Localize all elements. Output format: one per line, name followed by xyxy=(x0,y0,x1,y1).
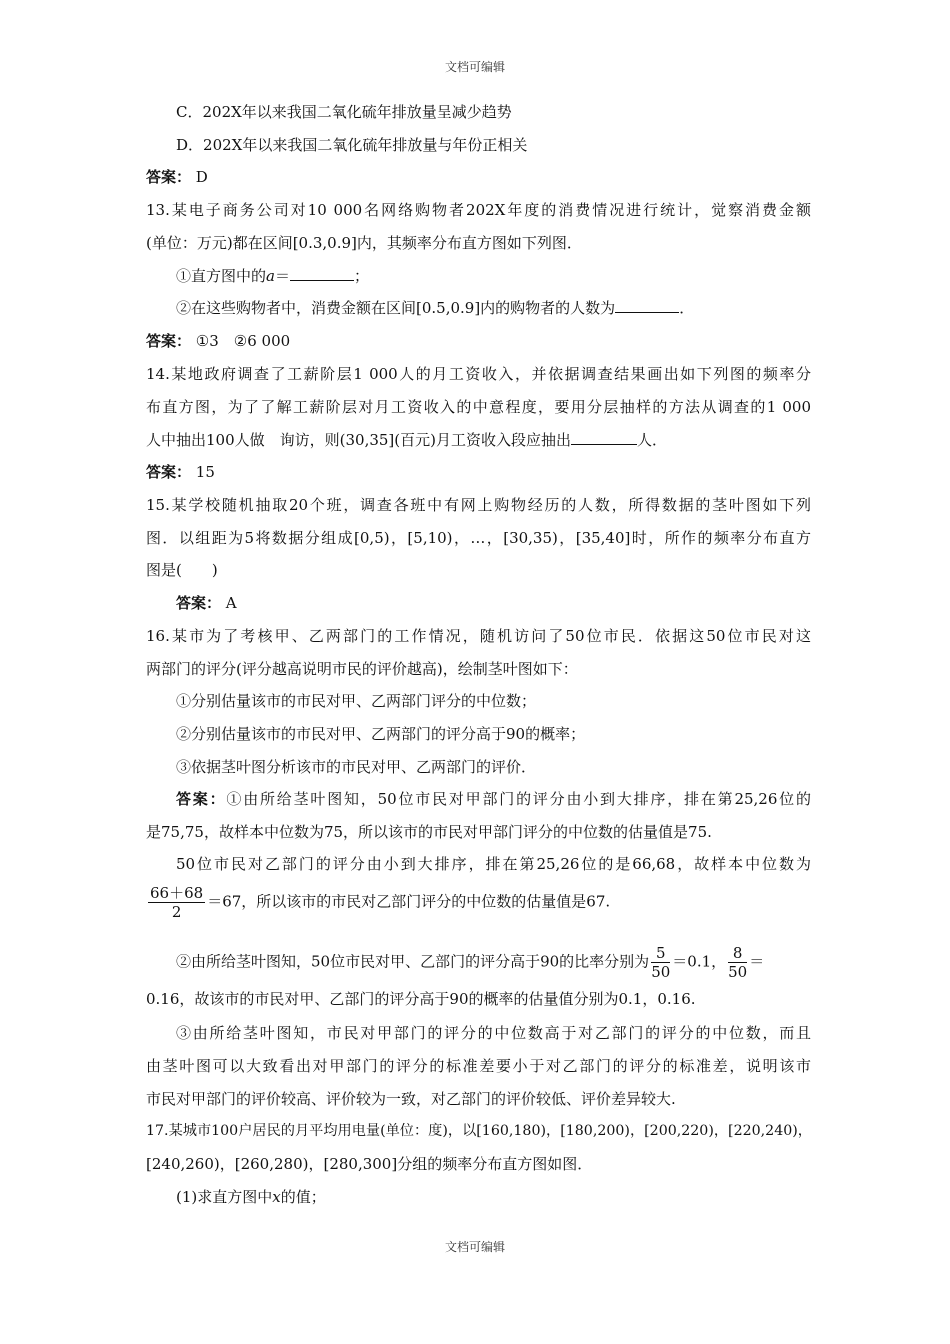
fill-blank xyxy=(615,298,679,313)
fraction-median xyxy=(148,884,205,921)
answer-value: D xyxy=(195,168,208,186)
q13-variable-a: a xyxy=(266,267,275,285)
q16-sub1: ①分别估量该市的市民对甲、乙两部门评分的中位数； xyxy=(176,692,537,710)
answer-label: 答案： xyxy=(146,332,192,350)
q16-answer3-line2: 由茎叶图可以大致看出对甲部门的评分的标准差要小于对乙部门的评分的标准差，说明该市 xyxy=(146,1057,811,1075)
q15-stem-line2: 图．以组距为5将数据分组成[0,5)，[5,10)，…，[30,35)，[35,40]时，所作的频率分布直方 xyxy=(146,529,811,547)
page-footer: 文档可编辑 xyxy=(444,1240,505,1254)
q16-answer3-line3: 市民对甲部门的评价较高、评价较为一致，对乙部门的评价较低、评价差异较大. xyxy=(146,1090,676,1108)
answer-label: 答案： xyxy=(176,790,227,808)
q16-answer2-mid: ＝0.1， xyxy=(672,952,727,971)
q16-answer2-text: ②由所给茎叶图知，50位市民对甲、乙部门的评分高于90的比率分别为 xyxy=(176,952,650,971)
q13-sub2 xyxy=(176,297,811,319)
q17-stem-line2: [240,260)，[260,280)，[280,300]分组的频率分布直方图如图． xyxy=(146,1155,593,1173)
q16-answer1-text: ①由所给茎叶图知，50位市民对甲部门的评分由小到大排序，排在第25,26位的 xyxy=(226,790,811,808)
q17-stem-line1: 17.某城市100户居民的月平均用电量(单位：度)，以[160,180)，[180,200)，[200,220)，[220,240)， xyxy=(146,1123,812,1139)
q16-sub2: ②分别估量该市的市民对甲、乙两部门的评分高于90的概率； xyxy=(176,725,586,743)
answer-label: 答案： xyxy=(146,463,192,481)
q14-line3-text: 人中抽出100人做 询访，则(30,35](百元)月工资收入段应抽出 xyxy=(146,431,571,449)
q16-answer2-line1 xyxy=(176,944,811,981)
q16-answer-line4 xyxy=(146,884,811,921)
q16-answer2-end: ＝ xyxy=(749,952,765,971)
fill-blank xyxy=(571,430,637,445)
answer-value: ①3 ②6 000 xyxy=(195,332,291,350)
q17-sub1-end: 的值； xyxy=(280,1188,326,1206)
q16-stem-line1: 16.某市为了考核甲、乙两部门的工作情况，随机访问了50位市民．依据这50位市民对这 xyxy=(146,627,811,645)
fraction-numerator: 5 xyxy=(651,944,670,963)
fraction-numerator: 8 xyxy=(728,944,747,963)
q13-sub1-end: ； xyxy=(353,267,369,285)
q16-answer-line3: 50位市民对乙部门的评分由小到大排序，排在第25,26位的是66,68，故样本中位数为 xyxy=(176,855,811,873)
fraction-b xyxy=(728,944,747,981)
q16-sub3: ③依据茎叶图分析该市的市民对甲、乙两部门的评价． xyxy=(176,758,537,776)
q16-stem-line2: 两部门的评分(评分越高说明市民的评价越高)，绘制茎叶图如下： xyxy=(146,660,578,678)
q14-stem-line2: 布直方图，为了了解工薪阶层对月工资收入的中意程度，要用分层抽样的方法从调查的1 000 xyxy=(146,398,811,416)
answer-value: A xyxy=(225,594,237,612)
fraction-numerator: 66＋68 xyxy=(150,884,204,902)
q13-answer xyxy=(146,330,811,352)
q17-sub1 xyxy=(176,1186,811,1208)
q16-answer1-conclusion: ＝67，所以该市的市民对乙部门评分的中位数的估量值是67. xyxy=(207,892,611,911)
q16-answer-line2: 是75,75，故样本中位数为75，所以该市的市民对甲部门评分的中位数的估量值是75. xyxy=(146,823,712,841)
q16-answer-line1 xyxy=(176,788,811,810)
answer-label: 答案： xyxy=(146,168,192,186)
fraction-denominator: 2 xyxy=(171,903,182,921)
q13-sub2-text: ②在这些购物者中，消费金额在区间[0.5,0.9]内的购物者的人数为 xyxy=(176,299,616,317)
q12-answer xyxy=(146,166,811,188)
q13-equals: ＝ xyxy=(274,267,290,285)
q15-answer xyxy=(176,592,811,614)
q14-answer xyxy=(146,461,811,483)
q16-answer2-line2: 0.16，故该市的市民对甲、乙部门的评分高于90的概率的估量值分别为0.1，0.16. xyxy=(146,990,696,1008)
q16-answer3-line1: ③由所给茎叶图知，市民对甲部门的评分的中位数高于对乙部门的评分的中位数，而且 xyxy=(176,1024,811,1042)
q14-stem-line3 xyxy=(146,429,811,451)
q15-stem-line1: 15.某学校随机抽取20个班，调查各班中有网上购物经历的人数，所得数据的茎叶图如下列 xyxy=(146,496,811,514)
q13-sub1-text: ①直方图中的 xyxy=(176,267,267,285)
page-header: 文档可编辑 xyxy=(444,60,505,74)
q17-sub1-text: (1)求直方图中 xyxy=(176,1188,273,1206)
fraction-denominator: 50 xyxy=(728,963,748,981)
q15-stem-line3: 图是( ) xyxy=(146,561,218,579)
q13-stem-line1: 13.某电子商务公司对10 000名网络购物者202X年度的消费情况进行统计，觉察消费金额 xyxy=(146,201,811,219)
q12-option-d: D．202X年以来我国二氧化硫年排放量与年份正相关 xyxy=(176,136,528,154)
q13-sub1 xyxy=(176,265,811,287)
q14-stem-line1: 14.某地政府调查了工薪阶层1 000人的月工资收入，并依据调查结果画出如下列图的频率分 xyxy=(146,365,811,383)
q13-stem-line2: (单位：万元)都在区间[0.3,0.9]内，其频率分布直方图如下列图． xyxy=(146,234,582,252)
q13-sub2-end: ． xyxy=(679,299,695,317)
q17-variable-x: x xyxy=(272,1188,281,1206)
fill-blank xyxy=(290,266,354,281)
fraction-denominator: 50 xyxy=(651,963,671,981)
answer-label: 答案： xyxy=(176,594,222,612)
fraction-a xyxy=(651,944,670,981)
q14-line3-end: 人． xyxy=(636,431,667,449)
answer-value: 15 xyxy=(195,463,215,481)
q12-option-c: C．202X年以来我国二氧化硫年排放量呈减少趋势 xyxy=(176,103,512,121)
